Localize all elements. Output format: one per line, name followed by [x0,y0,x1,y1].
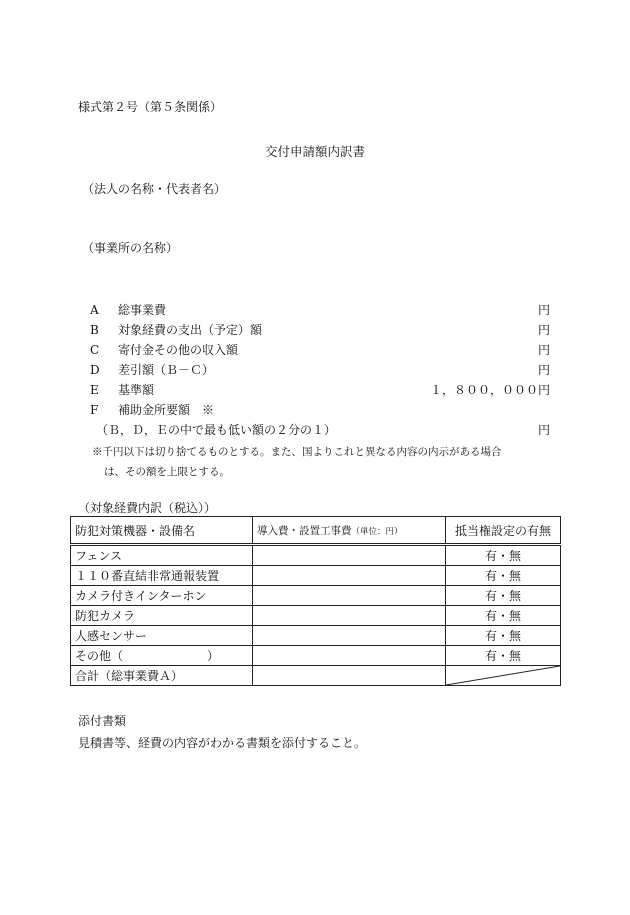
cost-cell[interactable] [253,626,446,646]
item-amount: 円 [537,303,550,317]
item-amount: １，８００，０００円 [429,383,550,397]
mortgage-choice[interactable]: 有・無 [446,606,561,626]
item-name: 総事業費 [118,303,167,317]
rounding-note [92,442,550,482]
form-number: 様式第２号（第５条関係） [78,100,223,114]
cost-cell[interactable] [253,646,446,666]
item-row-c [90,340,550,360]
item-row-f-sub [90,420,550,440]
item-letter: D [90,363,100,377]
note-line-2: は、その額を上限とする。 [104,466,230,478]
table-total-row [71,666,561,686]
equipment-name: カメラ付きインターホン [71,586,253,606]
item-letter: B [90,323,99,337]
item-name: 対象経費の支出（予定）額 [118,323,263,337]
table-row [71,626,561,646]
equipment-name: フェンス [71,545,253,566]
table-row [71,566,561,586]
header-cost [253,517,446,545]
item-row-e [90,380,550,400]
document-title: 交付申請額内訳書 [264,144,365,159]
table-row [71,586,561,606]
total-cost-cell[interactable] [253,666,446,686]
mortgage-choice[interactable]: 有・無 [446,626,561,646]
note-line-1: ※千円以下は切り捨てるものとする。また、国よりこれと異なる内容の内示がある場合 [92,446,502,458]
office-name-label: （事業所の名称） [82,241,179,255]
header-cost-unit: （単位：円） [351,526,403,537]
f-amount: 円 [537,423,550,437]
mortgage-choice[interactable]: 有・無 [446,646,561,666]
cost-cell[interactable] [253,545,446,566]
equipment-name: 防犯カメラ [71,606,253,626]
mortgage-choice[interactable]: 有・無 [446,545,561,566]
amount-items [90,300,550,482]
total-label: 合計（総事業費Ａ） [71,666,253,686]
table-row [71,606,561,626]
corporation-name-label: （法人の名称・代表者名） [82,182,227,196]
cost-cell[interactable] [253,586,446,606]
item-name: 差引額（Ｂ－Ｃ） [118,363,215,377]
cost-cell[interactable] [253,606,446,626]
item-name: 基準額 [118,383,155,397]
mortgage-choice[interactable]: 有・無 [446,586,561,606]
item-name: 補助金所要額 ※ [118,403,215,417]
table-row [71,545,561,566]
item-letter: C [90,343,100,357]
attachments-text: 見積書等、経費の内容がわかる書類を添付すること。 [78,736,367,750]
cost-cell[interactable] [253,566,446,586]
item-row-a [90,300,550,320]
item-letter: F [90,403,99,417]
total-mortgage-crossed-cell [446,666,561,686]
mortgage-choice[interactable]: 有・無 [446,566,561,586]
item-row-d [90,360,550,380]
equipment-name: その他（ ） [71,646,253,666]
item-letter: E [90,383,99,397]
equipment-name: １１０番直結非常通報装置 [71,566,253,586]
diagonal-line [446,666,560,685]
item-name: 寄付金その他の収入額 [118,343,239,357]
f-subtext: （Ｂ，Ｄ，Ｅの中で最も低い額の２分の１） [96,423,337,437]
header-mortgage: 抵当権設定の有無 [446,517,561,545]
table-row [71,646,561,666]
cost-breakdown-table [70,516,561,686]
table-header-row [71,517,561,545]
item-row-b [90,320,550,340]
header-equipment: 防犯対策機器・設備名 [71,517,253,545]
attachments-title: 添付書類 [78,714,127,728]
item-letter: A [90,303,99,317]
item-amount: 円 [537,343,550,357]
item-amount: 円 [537,363,550,377]
item-row-f [90,400,550,420]
header-cost-label: 導入費・設置工事費 [257,524,352,537]
breakdown-title: （対象経費内訳（税込）） [78,501,217,515]
item-amount: 円 [537,323,550,337]
equipment-name: 人感センサー [71,626,253,646]
